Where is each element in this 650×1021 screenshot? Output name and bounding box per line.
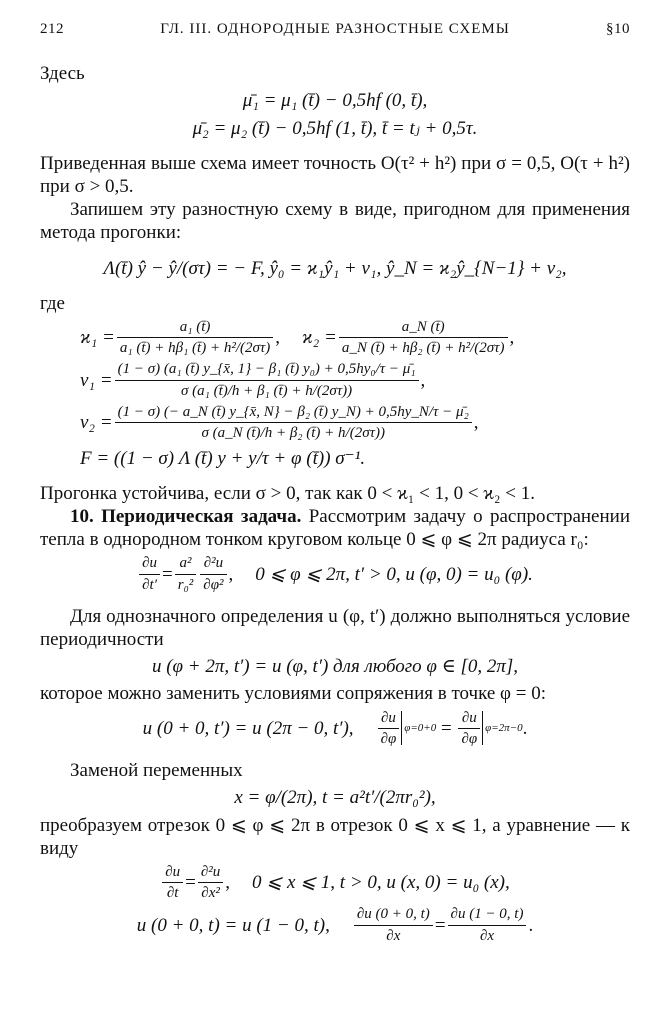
periodic-intro: Для однозначного определения u (φ, t′) должно выполняться условие периодичности <box>40 605 630 651</box>
heat-conditions: 0 ⩽ φ ⩽ 2π, t′ > 0, u (φ, 0) = u₀ (φ). <box>255 563 533 585</box>
section-10-paragraph <box>40 505 630 551</box>
where-label: где <box>40 292 65 314</box>
change-vars: Заменой переменных <box>70 760 243 782</box>
nu2-fraction <box>115 403 472 443</box>
conjugation-intro: которое можно заменить условиями сопряжения в точке φ = 0: <box>40 683 546 705</box>
new-conj-left: u (0 + 0, t) = u (1 − 0, t), <box>136 914 330 936</box>
nu1-row: ν₁ = $\frac{\text{(1 − σ) (a₁ (t̄) y\_\{x̄, 1\} − β₁ (t̄) y₀) + 0,5hy₀/τ − μ̄₁}}{\text{σ (a₁ (t̄)/h + β₁ (t̄) + h/(2στ))}}$ , <box>80 361 426 399</box>
mu1-equation: μ̄₁ = μ₁ (t̄) − 0,5hf (0, t̄), <box>242 90 428 112</box>
nu2-lhs: ν₂ = <box>80 412 113 434</box>
section-number: §10 <box>606 21 630 37</box>
mu2-equation: μ̄₂ = μ₂ (t̄) − 0,5hf (1, t̄), t̄ = tⱼ + 0,5τ. <box>192 117 478 139</box>
kappa-row: ϰ₁ = $\frac{\text{a₁ (t̄)}}{\text{a₁ (t̄) + hβ₁ (t̄) + h²/(2στ)}}$ , ϰ₂ = $\frac{a\_N (t̄)}{\text{a\_N (t̄) + hβ₂ (t̄) + h²/(2στ)}}$ , <box>80 318 515 357</box>
heat-coef-den: r₀² <box>177 576 194 593</box>
sweep-equation: Λ(t̄) ŷ − ŷ/(στ) = − F, ŷ₀ = ϰ₁ŷ₁ + ν₁, ŷ_N = ϰ₂ŷ_{N−1} + ν₂, <box>103 257 567 279</box>
new-conditions: 0 ⩽ x ⩽ 1, t > 0, u (x, 0) = u₀ (x), <box>252 872 510 894</box>
new-conjugation: u (0 + 0, t) = u (1 − 0, t), $\frac{\partial u (0 + 0, t)}{\partial x}$ = $\frac{\partial u (1 - 0, t)}{\partial x}$ . <box>136 906 534 944</box>
kappa2-lhs: ϰ₂ = <box>302 327 337 349</box>
heat-lhs-num: ∂u <box>139 554 160 574</box>
page-header <box>40 20 630 38</box>
heat-coef-num: a² <box>175 554 197 574</box>
heat-equation: $\frac{\partial u}{\partial t'}$ = $\frac{\text{a²}}{\text{r₀²}}$ $\frac{\text{∂²u}}{\text{∂φ²}}$ , 0 ⩽ φ ⩽ 2π, t′ > 0, u (φ, 0) = u₀ (φ). <box>40 554 630 594</box>
section-title: 10. Периодическая задача. <box>70 505 302 527</box>
F-definition: F = ((1 − σ) Λ (t̄) y + y/τ + φ (t̄)) σ⁻¹. <box>80 447 366 469</box>
kappa2-fraction <box>339 318 508 358</box>
nu1-fraction <box>115 360 419 400</box>
periodic-equation: u (φ + 2π, t′) = u (φ, t′) для любого φ ∈ [0, 2π], <box>151 656 519 678</box>
vars-equation: x = φ/(2π), t = a²t′/(2πr₀²), <box>234 787 436 809</box>
conj-sub-1: φ=0+0 <box>404 721 437 734</box>
rewrite-paragraph: Запишем эту разностную схему в виде, пригодном для применения метода прогонки: <box>40 199 630 244</box>
conj-left: u (0 + 0, t′) = u (2π − 0, t′), <box>142 717 354 739</box>
nu2-row: ν₂ = (1 − σ) (− a_N (t̄) y_{x̄, N} − β₂ (t̄) y_N) + 0,5hy_N/τ − μ̄₂ σ (a_N (t̄)/h + β₂ (t̄) + h/(2στ)) , <box>80 404 479 442</box>
new-equation: $\frac{\partial u}{\partial t}$ = $\frac{\text{∂²u}}{\text{∂x²}}$ , 0 ⩽ x ⩽ 1, t > 0, u (x, 0) = u₀ (x), <box>40 863 630 903</box>
kappa1-denominator: a₁ (t̄) + hβ₁ (t̄) + h²/(2στ) <box>119 340 271 357</box>
conj-sub-2: φ=2π−0 <box>485 721 523 734</box>
kappa1-numerator: a₁ (t̄) <box>117 318 273 338</box>
page-number: 212 <box>40 21 64 37</box>
conjugation-equation: u (0 + 0, t′) = u (2π − 0, t′), $\frac{\partial u}{\partial\varphi}$ φ=0+0 = $\frac{\partial u}{\partial\varphi}$ φ=2π−0 . <box>142 709 528 747</box>
kappa2-denominator: a_N (t̄) + hβ₂ (t̄) + h²/(2στ) <box>341 340 505 357</box>
heat-d2-den: ∂φ² <box>203 576 224 593</box>
kappa1-fraction <box>117 318 273 358</box>
stability-paragraph: Прогонка устойчива, если σ > 0, так как 0 < ϰ₁ < 1, 0 < ϰ₂ < 1. <box>40 482 536 504</box>
kappa2-numerator: a_N (t̄) <box>339 318 508 338</box>
page <box>40 20 630 948</box>
heat-d2-num: ∂²u <box>200 554 226 574</box>
transform-paragraph: преобразуем отрезок 0 ⩽ φ ⩽ 2π в отрезок 0 ⩽ x ⩽ 1, а уравнение — к виду <box>40 814 630 859</box>
nu1-numerator: (1 − σ) (a₁ (t̄) y_{x̄, 1} − β₁ (t̄) y₀) + 0,5hy₀/τ − μ̄₁ <box>115 360 419 380</box>
nu1-denominator: σ (a₁ (t̄)/h + β₁ (t̄) + h/(2στ)) <box>180 382 353 399</box>
running-title: ГЛ. III. ОДНОРОДНЫЕ РАЗНОСТНЫЕ СХЕМЫ <box>160 21 510 37</box>
nu2-denominator: σ (a_N (t̄)/h + β₂ (t̄) + h/(2στ)) <box>201 425 385 442</box>
heat-lhs-den: ∂t′ <box>142 576 157 593</box>
here-label: Здесь <box>40 63 85 85</box>
nu1-lhs: ν₁ = <box>80 369 113 391</box>
accuracy-paragraph: Приведенная выше схема имеет точность O(τ² + h²) при σ = 0,5, O(τ + h²) при σ > 0,5. <box>40 152 630 197</box>
kappa1-lhs: ϰ₁ = <box>80 327 115 349</box>
nu2-numerator: (1 − σ) (− a_N (t̄) y_{x̄, N} − β₂ (t̄) y_N) + 0,5hy_N/τ − μ̄₂ <box>115 403 472 423</box>
section-body: Рассмотрим задачу о распространении тепла в однородном тонком круговом кольце 0 ⩽ φ ⩽ 2π радиуса r₀: <box>40 505 630 551</box>
